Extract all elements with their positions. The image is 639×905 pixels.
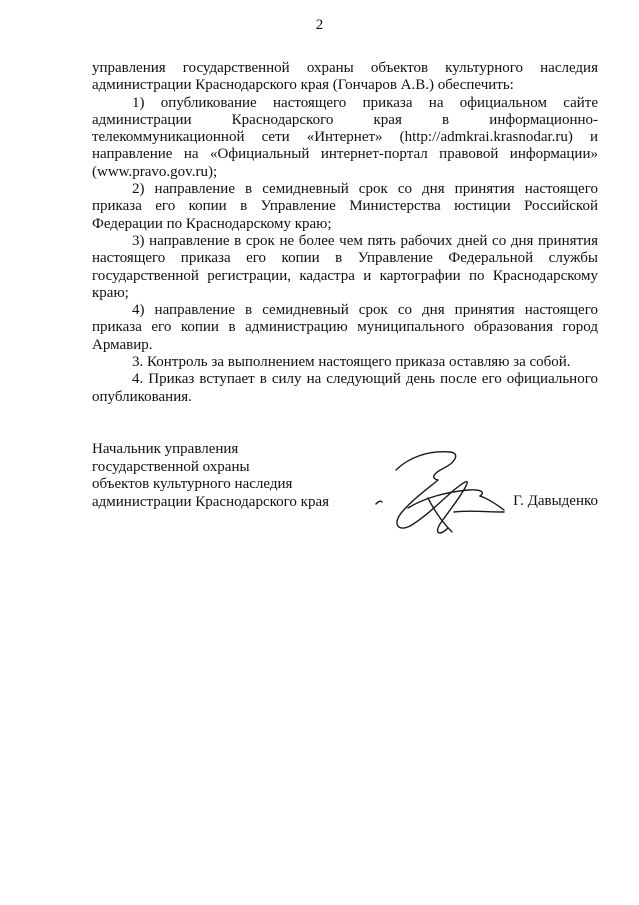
order-body [92,60,598,406]
signer-name: Г. Давыденко [513,493,598,509]
signature-stroke [454,511,504,512]
handwritten-signature [368,438,508,548]
signer-position-line: объектов культурного наследия [92,476,293,492]
signature-stroke [480,496,504,510]
paragraph-item-3: 3) направление в срок не более чем пять рабочих дней со дня принятия настоящего приказа его копии в Управление Федеральной службы государственной регистрации, кадастра и картографии по Краснодарскому краю; [92,232,598,301]
paragraph-item-2: 2) направление в семидневный срок со дня принятия настоящего приказа его копии в Управление Министерства юстиции Российской Федерации по Краснодарскому краю; [92,181,598,232]
paragraph-effect: 4. Приказ вступает в силу на следующий день после его официального опубликования. [92,371,598,405]
paragraph-item-4: 4) направление в семидневный срок со дня принятия настоящего приказа его копии в администрацию муниципального образования город Армавир. [92,302,598,353]
signature-stroke [376,501,382,504]
paragraph-item-1: 1) опубликование настоящего приказа на официальном сайте администрации Краснодарского края в информационно-телекоммуникационной сети «Интернет» (http://admkrai.krasnodar.ru) и направление на «Официальный интернет-портал правовой информации» (www.pravo.gov.ru); [92,94,598,180]
paragraph-control: 3. Контроль за выполнением настоящего приказа оставляю за собой. [132,354,571,371]
signer-position-line: государственной охраны [92,458,250,475]
page-number: 2 [315,17,324,33]
paragraph-intro: управления государственной охраны объектов культурного наследия администрации Краснодарского края (Гончаров А.В.) обеспечить: [92,60,598,94]
signature-stroke [396,452,456,480]
signer-position-line: администрации Краснодарского края [92,493,330,510]
signature-stroke [408,490,482,508]
signer-position-line: Начальник управления [92,441,239,457]
